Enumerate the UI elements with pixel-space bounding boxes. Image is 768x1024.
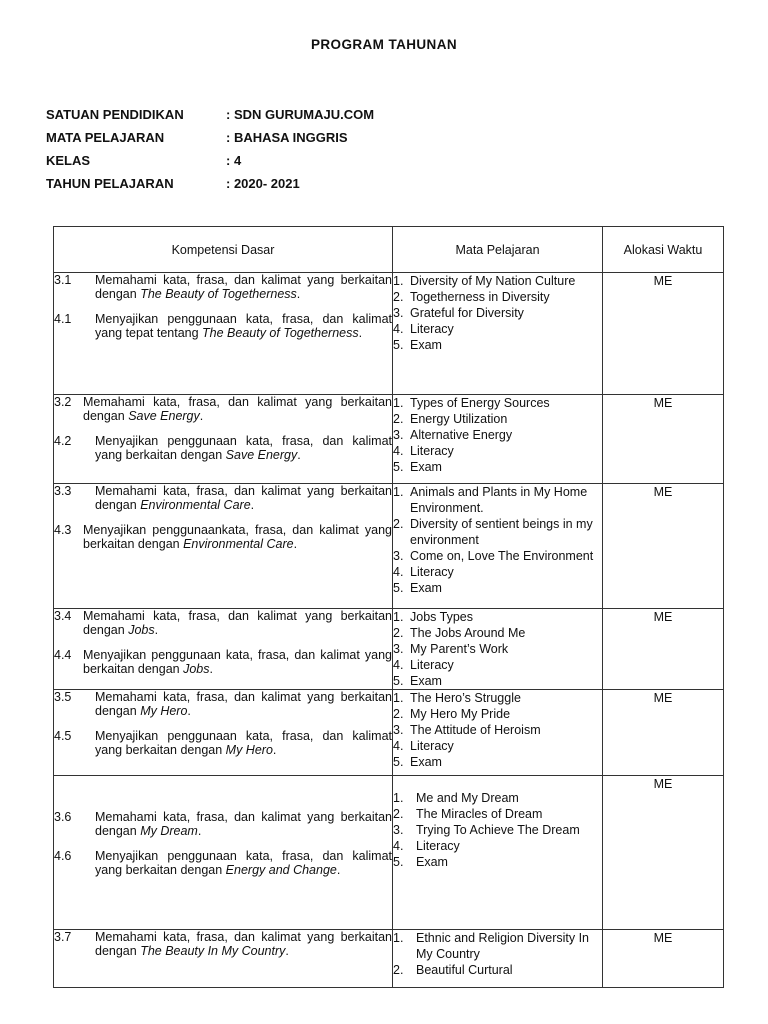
list-item [393,790,602,806]
list-item-number: 4. [393,565,404,579]
list-item-text: Exam [410,460,442,474]
table-row [54,690,724,776]
meta-label: MATA PELAJARAN [46,130,165,145]
kd-text-topic: Jobs [183,662,210,676]
kd-item [54,395,392,423]
kd-text-plain: Memahami kata, frasa, dan kalimat yang berkaitan dengan [95,690,392,718]
kd-text-tail: . [358,326,363,340]
kd-text-plain: Memahami kata, frasa, dan kalimat yang berkaitan dengan [95,273,392,301]
mata-pelajaran-cell [393,690,603,776]
list-item-number: 5. [393,460,404,474]
list-item-number: 3. [393,823,404,837]
list-item-number: 3. [393,723,404,737]
kompetensi-dasar-cell [54,484,393,609]
alokasi-waktu-cell: ME [603,776,724,930]
list-item-text: Literacy [416,839,460,853]
alokasi-waktu-cell: ME [603,609,724,690]
list-item [393,459,602,475]
alokasi-waktu-cell: ME [603,395,724,484]
kd-text-plain: Memahami kata, frasa, dan kalimat yang berkaitan dengan [95,484,392,512]
list-item-text: The Miracles of Dream [416,807,543,821]
kd-item [54,690,392,718]
list-item-text: Literacy [410,739,454,753]
list-item-number: 5. [393,755,404,769]
kompetensi-dasar-cell [54,395,393,484]
kd-text-plain: Menyajikan penggunaankata, frasa, dan kalimat yang berkaitan dengan [83,523,392,551]
list-item [393,516,602,548]
header-mata-pelajaran: Mata Pelajaran [393,227,603,273]
list-item-text: Alternative Energy [410,428,513,442]
list-item [393,337,602,353]
kd-text-topic: Environmental Care [140,498,251,512]
mata-pelajaran-list [393,690,602,770]
list-item-text: Diversity of My Nation Culture [410,274,576,288]
list-item-number: 4. [393,839,404,853]
table-row [54,395,724,484]
kd-text-plain: Menyajikan penggunaan kata, frasa, dan kalimat yang berkaitan dengan [95,849,392,877]
list-item [393,484,602,516]
table-row [54,776,724,930]
mata-pelajaran-list [393,484,602,596]
list-item-text: My Hero My Pride [410,707,511,721]
kd-text [95,810,392,838]
kd-number: 4.2 [54,434,72,448]
alokasi-waktu-cell: ME [603,484,724,609]
header-kompetensi-dasar: Kompetensi Dasar [54,227,393,273]
mata-pelajaran-list [393,395,602,475]
kd-item [54,849,392,877]
kd-text-topic: Save Energy [225,448,298,462]
kd-text [95,849,392,877]
list-item-number: 1. [393,610,404,624]
list-item-text: The Attitude of Heroism [410,723,541,737]
kd-text-plain: Memahami kata, frasa, dan kalimat yang berkaitan dengan [95,930,392,958]
kd-text-tail: . [296,287,301,301]
list-item [393,564,602,580]
meta-label: SATUAN PENDIDIKAN [46,107,184,122]
kd-number: 3.7 [54,930,72,944]
kd-text-plain: Memahami kata, frasa, dan kalimat yang berkaitan dengan [83,609,392,637]
kd-text-topic: Environmental Care [183,537,294,551]
mata-pelajaran-cell [393,776,603,930]
list-item-text: Energy Utilization [410,412,508,426]
alokasi-waktu-cell: ME [603,930,724,988]
list-item [393,548,602,564]
table-row [54,273,724,395]
list-item-number: 2. [393,807,404,821]
mata-pelajaran-cell [393,484,603,609]
alokasi-waktu-cell: ME [603,273,724,395]
kd-text [83,523,392,551]
list-item-text: Ethnic and Religion Diversity In My Country [416,931,589,961]
list-item [393,321,602,337]
meta-row-subject [46,130,374,153]
kompetensi-dasar-cell [54,609,393,690]
list-item [393,838,602,854]
list-item [393,738,602,754]
kd-text-topic: The Beauty In My Country [140,944,286,958]
meta-label: TAHUN PELAJARAN [46,176,174,191]
list-item-number: 1. [393,485,404,499]
list-item [393,930,602,962]
kd-text-topic: The Beauty of Togetherness [140,287,297,301]
kd-text-plain: Menyajikan penggunaan kata, frasa, dan kalimat yang berkaitan dengan [83,648,392,676]
kd-text [83,395,392,423]
list-item [393,427,602,443]
list-item [393,625,602,641]
kd-text-plain: Memahami kata, frasa, dan kalimat yang berkaitan dengan [83,395,392,423]
list-item-text: Exam [410,581,442,595]
page-title: PROGRAM TAHUNAN [311,37,457,52]
list-item-text: Exam [410,755,442,769]
kd-item [54,648,392,676]
list-item-number: 4. [393,444,404,458]
kd-text-topic: My Dream [140,824,198,838]
meta-row-year [46,176,374,199]
kompetensi-dasar-cell [54,690,393,776]
list-item-text: Types of Energy Sources [410,396,550,410]
list-item-number: 2. [393,707,404,721]
meta-label: KELAS [46,153,91,168]
kd-item [54,312,392,340]
list-item-text: Come on, Love The Environment [410,549,594,563]
kd-text-topic: My Hero [140,704,188,718]
list-item-number: 2. [393,626,404,640]
meta-value: : SDN GURUMAJU.COM [226,107,375,122]
kd-text [95,312,392,340]
kd-text-topic: My Hero [225,743,273,757]
list-item-number: 2. [393,517,404,531]
kd-item [54,810,392,838]
table-row [54,609,724,690]
list-item-text: Trying To Achieve The Dream [416,823,580,837]
kd-text-topic: Jobs [128,623,155,637]
identity-block [46,107,374,199]
kd-text [95,273,392,301]
list-item [393,722,602,738]
kd-text-tail: . [197,824,202,838]
kd-text-tail: . [293,537,298,551]
list-item [393,854,602,870]
list-item-number: 2. [393,412,404,426]
list-item-number: 4. [393,322,404,336]
kd-number: 4.4 [54,648,72,662]
kd-text-tail: . [285,944,289,958]
kd-number: 3.3 [54,484,72,498]
kd-text [95,729,392,757]
list-item-text: Grateful for Diversity [410,306,524,320]
list-item-text: Literacy [410,658,454,672]
kd-text [95,690,392,718]
kd-text-topic: Save Energy [128,409,200,423]
list-item-number: 1. [393,691,404,705]
list-item-number: 5. [393,581,404,595]
kd-number: 3.2 [54,395,72,409]
list-item-number: 5. [393,338,404,352]
list-item [393,706,602,722]
kd-text-tail: . [199,409,204,423]
kd-text-tail: . [250,498,255,512]
list-item [393,273,602,289]
meta-value: : 4 [226,153,242,168]
list-item [393,411,602,427]
list-item-number: 4. [393,658,404,672]
kd-text-topic: Energy and Change [225,863,337,877]
kompetensi-dasar-cell [54,776,393,930]
list-item-number: 2. [393,963,404,977]
table-body [54,273,724,988]
table-header-row [54,227,724,273]
mata-pelajaran-list [393,790,602,870]
list-item-text: Literacy [410,444,454,458]
kd-text-plain: Menyajikan penggunaan kata, frasa, dan kalimat yang berkaitan dengan [95,729,392,757]
kd-text [95,484,392,512]
list-item [393,443,602,459]
list-item-text: Diversity of sentient beings in my environment [410,517,593,547]
kd-number: 4.3 [54,523,72,537]
kd-text-plain: Memahami kata, frasa, dan kalimat yang berkaitan dengan [95,810,392,838]
list-item-number: 3. [393,306,404,320]
list-item-number: 2. [393,290,404,304]
kd-item [54,930,392,958]
table-row [54,484,724,609]
list-item [393,657,602,673]
list-item-number: 4. [393,739,404,753]
list-item-text: Beautiful Curtural [416,963,513,977]
kd-text-tail: . [154,623,159,637]
list-item-text: Jobs Types [410,610,474,624]
kd-text [83,648,392,676]
meta-row-school [46,107,374,130]
kd-text-tail: . [187,704,191,718]
program-table [53,226,724,988]
mata-pelajaran-cell [393,609,603,690]
list-item-text: Literacy [410,322,454,336]
list-item-text: Literacy [410,565,454,579]
meta-value: : 2020- 2021 [226,176,300,191]
list-item-text: The Jobs Around Me [410,626,526,640]
list-item-number: 3. [393,642,404,656]
list-item [393,754,602,770]
list-item [393,962,602,978]
list-item [393,609,602,625]
kd-item [54,729,392,757]
kd-text-tail: . [272,743,277,757]
list-item-number: 1. [393,396,404,410]
list-item-number: 3. [393,549,404,563]
meta-value: : BAHASA INGGRIS [226,130,348,145]
mata-pelajaran-list [393,930,602,978]
kompetensi-dasar-cell [54,273,393,395]
list-item-number: 1. [393,931,404,945]
list-item-text: Togetherness in Diversity [410,290,550,304]
kd-item [54,484,392,512]
mata-pelajaran-cell [393,395,603,484]
kd-item [54,434,392,462]
kd-text-plain: Menyajikan penggunaan kata, frasa, dan kalimat yang tepat tentang [95,312,392,340]
kompetensi-dasar-cell [54,930,393,988]
list-item-text: Exam [416,855,448,869]
list-item [393,289,602,305]
list-item-number: 3. [393,428,404,442]
list-item [393,395,602,411]
list-item-number: 1. [393,791,404,805]
list-item-number: 5. [393,674,404,688]
mata-pelajaran-cell [393,273,603,395]
mata-pelajaran-list [393,609,602,689]
kd-number: 3.1 [54,273,72,287]
kd-text [95,434,392,462]
list-item-text: Animals and Plants in My Home Environment. [410,485,588,515]
alokasi-waktu-cell: ME [603,690,724,776]
kd-text-tail: . [297,448,301,462]
list-item [393,305,602,321]
meta-row-class [46,153,374,176]
kd-item [54,523,392,551]
list-item-text: Me and My Dream [416,791,519,805]
kd-text-plain: Menyajikan penggunaan kata, frasa, dan kalimat yang berkaitan dengan [95,434,392,462]
kd-number: 3.5 [54,690,72,704]
kd-number: 3.6 [54,810,72,824]
list-item [393,580,602,596]
kd-text-tail: . [336,863,341,877]
list-item-text: The Hero’s Struggle [410,691,521,705]
kd-number: 4.1 [54,312,72,326]
list-item [393,641,602,657]
list-item-text: Exam [410,338,442,352]
kd-item [54,273,392,301]
kd-text [83,609,392,637]
kd-number: 4.5 [54,729,72,743]
mata-pelajaran-list [393,273,602,353]
list-item [393,690,602,706]
table-row [54,930,724,988]
kd-number: 4.6 [54,849,72,863]
header-alokasi-waktu: Alokasi Waktu [603,227,724,273]
list-item-number: 5. [393,855,404,869]
list-item [393,673,602,689]
list-item [393,822,602,838]
kd-item [54,609,392,637]
mata-pelajaran-cell [393,930,603,988]
list-item-text: My Parent’s Work [410,642,509,656]
list-item [393,806,602,822]
list-item-text: Exam [410,674,442,688]
kd-text [95,930,392,958]
list-item-number: 1. [393,274,404,288]
kd-text-topic: The Beauty of Togetherness [202,326,359,340]
kd-number: 3.4 [54,609,72,623]
kd-text-tail: . [209,662,213,676]
